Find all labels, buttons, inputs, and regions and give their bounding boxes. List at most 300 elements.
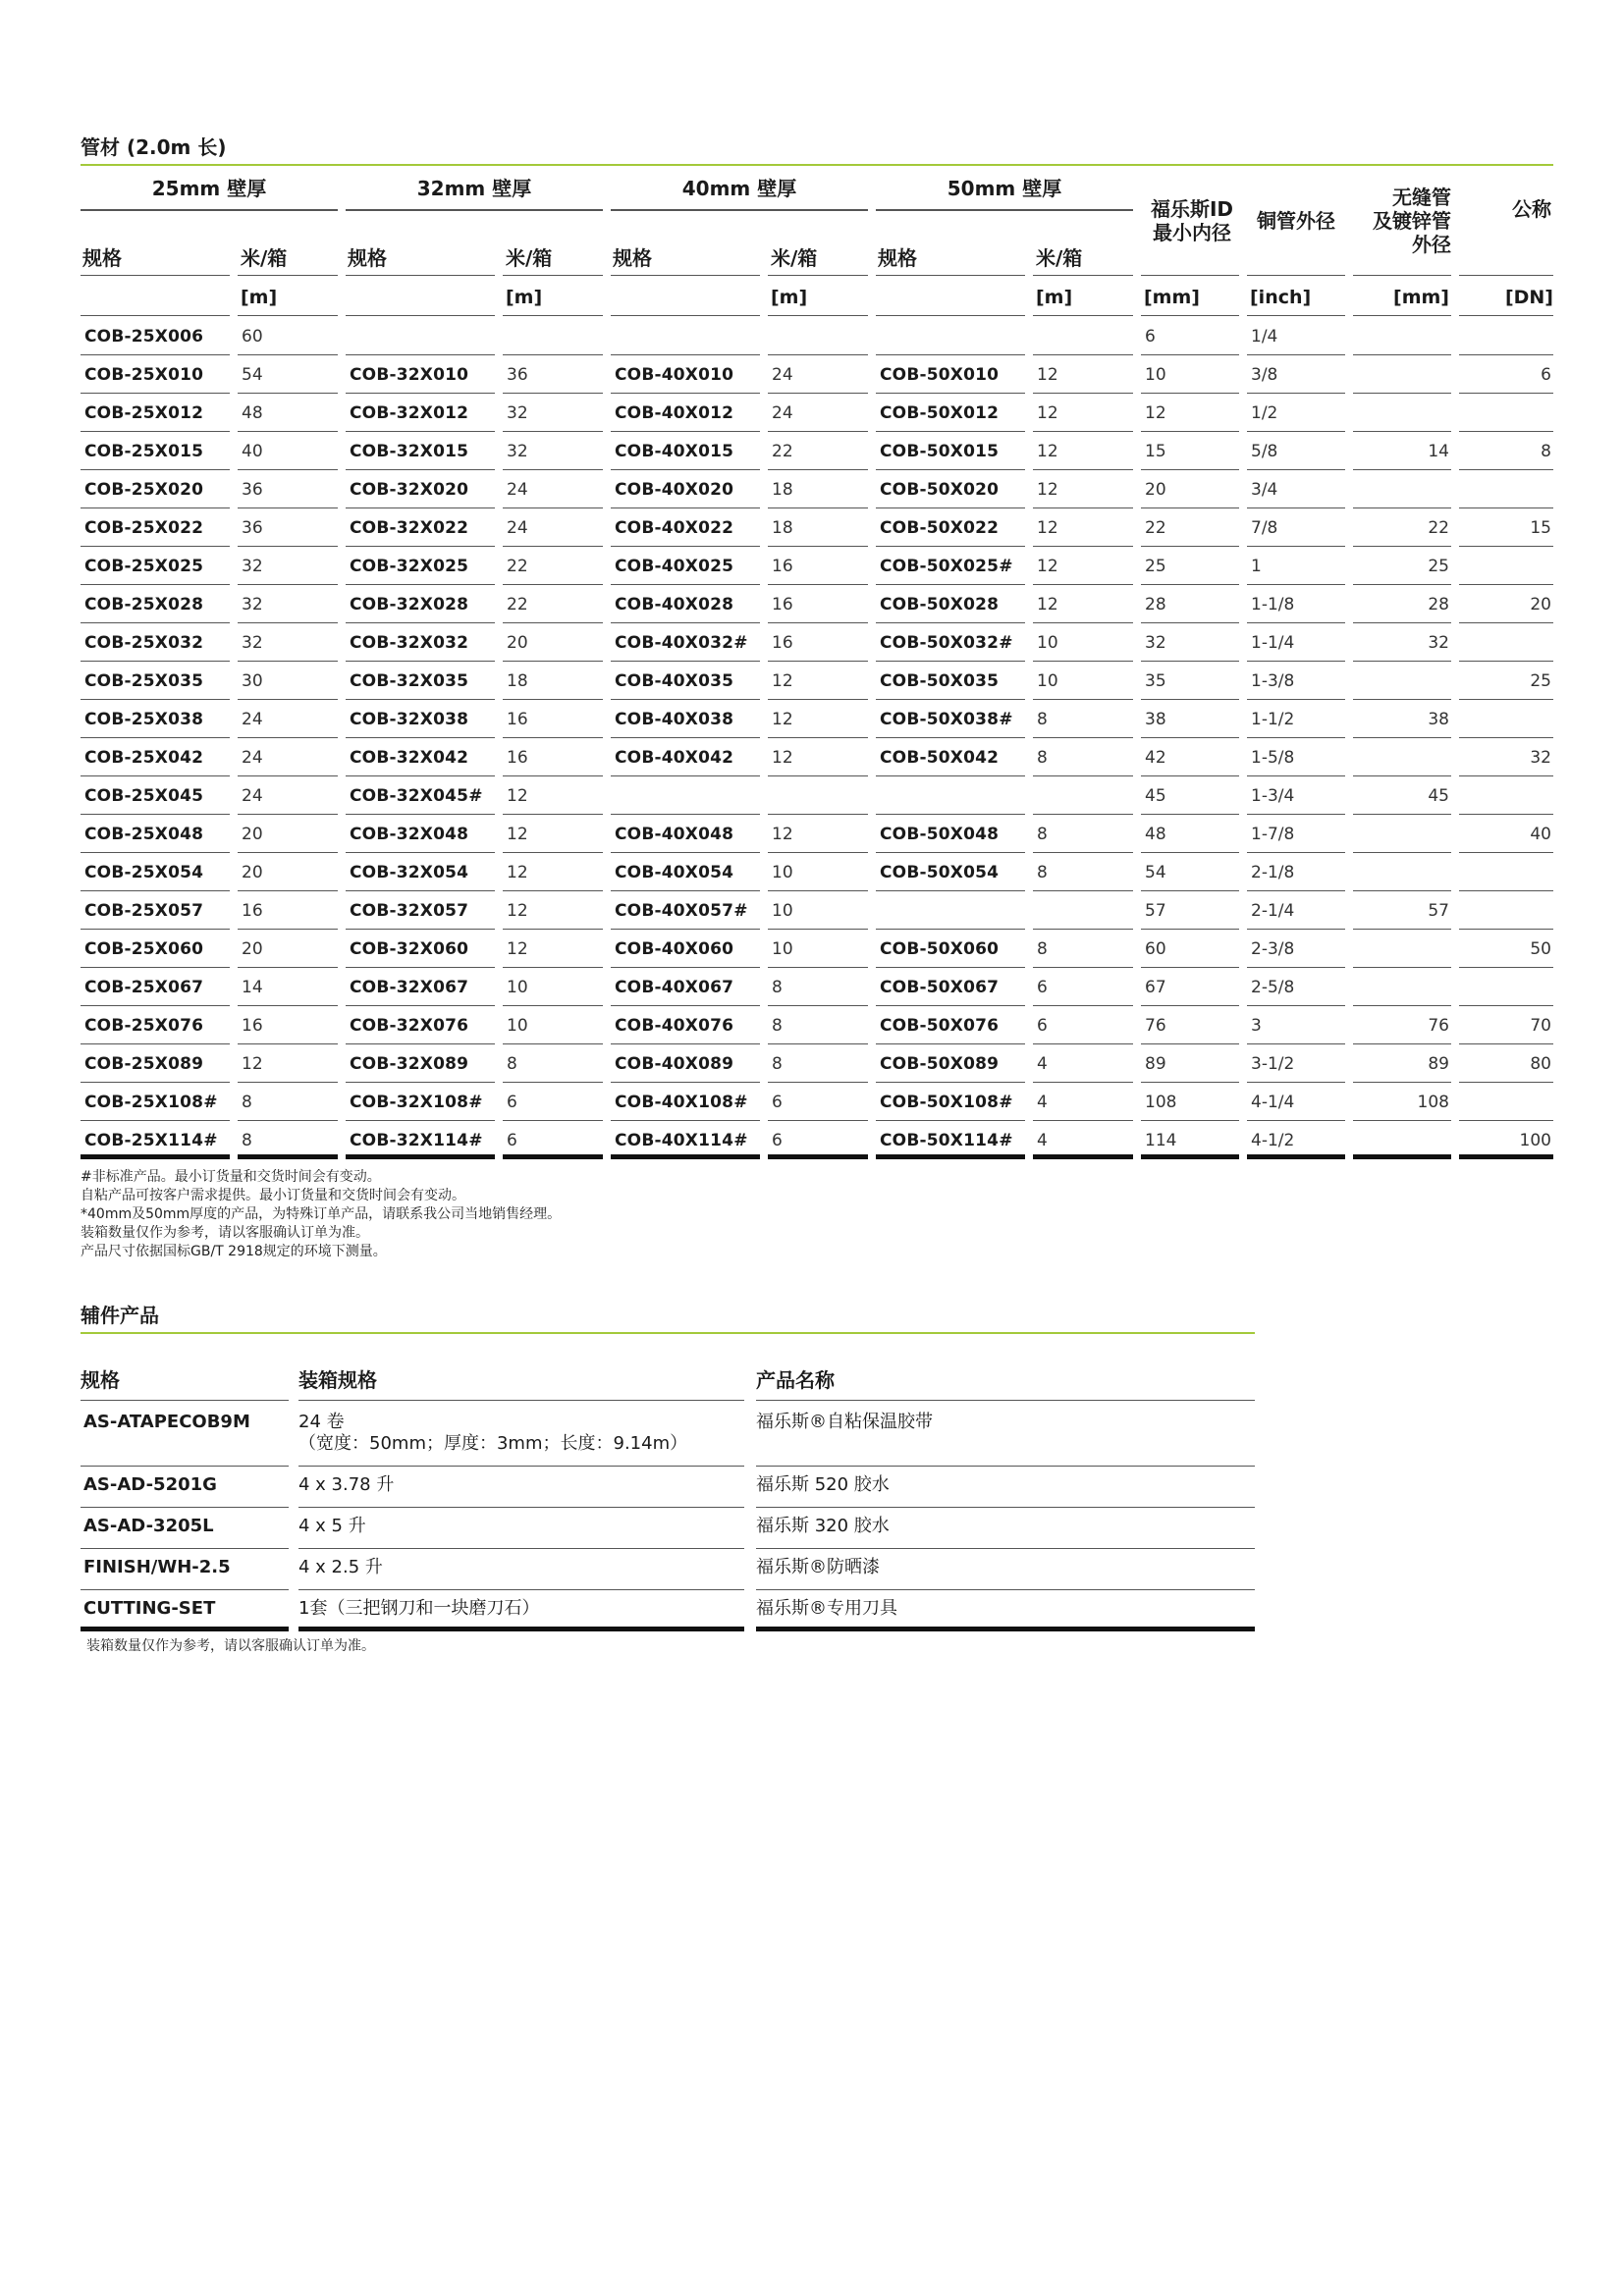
nominal-cell: 32 (1459, 739, 1553, 776)
copper-od-cell: 1/2 (1247, 395, 1345, 432)
accessories-note: 装箱数量仅作为参考，请以客服确认订单为准。 (86, 1638, 375, 1654)
spec-50-cell: COB-50X042 (876, 739, 1025, 776)
nominal-cell: 80 (1459, 1045, 1553, 1083)
min-id-cell: 67 (1141, 969, 1239, 1006)
seamless-od-cell: 57 (1353, 892, 1451, 930)
spec-25-cell: COB-25X032 (81, 624, 230, 662)
spec-40-cell: COB-40X012 (611, 395, 760, 432)
perbox-32-cell: 16 (503, 701, 603, 738)
perbox-50-cell: 10 (1033, 663, 1133, 700)
perbox-40-cell: 24 (768, 356, 868, 394)
spec-32-cell: COB-32X114# (346, 1122, 495, 1159)
spec-50-cell: COB-50X022 (876, 509, 1025, 547)
seamless-od-cell (1353, 816, 1451, 853)
perbox-25-cell: 40 (238, 433, 338, 470)
perbox-25-cell: 32 (238, 586, 338, 623)
spec-25-cell: COB-25X060 (81, 931, 230, 968)
spec-40-cell: COB-40X022 (611, 509, 760, 547)
min-id-cell: 45 (1141, 777, 1239, 815)
spec-50-cell: COB-50X114# (876, 1122, 1025, 1159)
seamless-od-cell: 25 (1353, 548, 1451, 585)
perbox-50-cell: 4 (1033, 1045, 1133, 1083)
perbox-40-cell (768, 777, 868, 815)
min-id-cell: 48 (1141, 816, 1239, 853)
unit-min-id: [mm] (1144, 287, 1200, 308)
spec-32-cell: COB-32X028 (346, 586, 495, 623)
perbox-25-cell: 32 (238, 624, 338, 662)
perbox-40-cell: 16 (768, 586, 868, 623)
pipe-section-title: 管材 (2.0m 长) (81, 135, 227, 159)
seamless-od-cell (1353, 318, 1451, 355)
nominal-cell: 20 (1459, 586, 1553, 623)
acc-name-cell (756, 1406, 1255, 1467)
spec-25-cell: COB-25X015 (81, 433, 230, 470)
acc-col-header-packing: 装箱规格 (298, 1364, 744, 1401)
spec-40-cell: COB-40X042 (611, 739, 760, 776)
perbox-50-cell: 8 (1033, 739, 1133, 776)
table-row (81, 1122, 1553, 1160)
unit-nominal: [DN] (1504, 287, 1553, 308)
min-id-cell: 114 (1141, 1122, 1239, 1159)
spec-32-cell: COB-32X076 (346, 1007, 495, 1044)
perbox-32-cell: 22 (503, 548, 603, 585)
table-row (81, 816, 1553, 854)
acc-name-cell-text: 福乐斯 520 胶水 (756, 1474, 890, 1495)
seamless-od-cell: 89 (1353, 1045, 1451, 1083)
spec-32-cell: COB-32X108# (346, 1084, 495, 1121)
col-header-spec-50: 规格 (878, 246, 917, 270)
unit-line (238, 315, 338, 316)
perbox-40-cell: 6 (768, 1122, 868, 1159)
perbox-25-cell: 20 (238, 816, 338, 853)
spec-32-cell: COB-32X032 (346, 624, 495, 662)
acc-name-cell-text: 福乐斯®防晒漆 (756, 1557, 880, 1577)
table-row (81, 471, 1553, 509)
header-line (1033, 275, 1133, 276)
col-header-copper-od: 铜管外径 (1257, 209, 1335, 233)
perbox-40-cell: 6 (768, 1084, 868, 1121)
note-line: *40mm及50mm厚度的产品，为特殊订单产品，请联系我公司当地销售经理。 (81, 1206, 562, 1222)
perbox-32-cell: 10 (503, 1007, 603, 1044)
spec-25-cell: COB-25X035 (81, 663, 230, 700)
perbox-50-cell: 6 (1033, 1007, 1133, 1044)
nominal-cell (1459, 395, 1553, 432)
copper-od-cell: 2-3/8 (1247, 931, 1345, 968)
min-id-cell: 108 (1141, 1084, 1239, 1121)
note-line: 自粘产品可按客户需求提供。最小订货量和交货时间会有变动。 (81, 1188, 465, 1203)
perbox-32-cell: 12 (503, 892, 603, 930)
seamless-od-cell: 28 (1353, 586, 1451, 623)
min-id-cell: 12 (1141, 395, 1239, 432)
acc-packing-cell (298, 1592, 744, 1631)
perbox-32-cell: 12 (503, 816, 603, 853)
copper-od-cell: 1-3/4 (1247, 777, 1345, 815)
spec-25-cell: COB-25X038 (81, 701, 230, 738)
spec-25-cell: COB-25X012 (81, 395, 230, 432)
min-id-cell: 54 (1141, 854, 1239, 891)
perbox-40-cell: 12 (768, 816, 868, 853)
spec-40-cell: COB-40X054 (611, 854, 760, 891)
acc-name-cell-text: 福乐斯®自粘保温胶带 (756, 1412, 933, 1432)
table-row (81, 509, 1553, 548)
spec-25-cell: COB-25X020 (81, 471, 230, 508)
spec-32-cell: COB-32X042 (346, 739, 495, 776)
spec-50-cell: COB-50X067 (876, 969, 1025, 1006)
perbox-25-cell: 16 (238, 892, 338, 930)
acc-spec-cell-text: CUTTING-SET (83, 1598, 216, 1619)
seamless-od-cell: 32 (1353, 624, 1451, 662)
copper-od-cell: 1-1/4 (1247, 624, 1345, 662)
spec-40-cell (611, 318, 760, 355)
col-header-nominal: 公称 (1512, 197, 1551, 221)
perbox-40-cell: 18 (768, 509, 868, 547)
perbox-32-cell: 12 (503, 931, 603, 968)
col-header-seamless-od: 无缝管 及镀锌管 外径 (1373, 186, 1451, 256)
spec-40-cell: COB-40X108# (611, 1084, 760, 1121)
spec-50-cell: COB-50X048 (876, 816, 1025, 853)
spec-50-cell (876, 318, 1025, 355)
spec-32-cell: COB-32X035 (346, 663, 495, 700)
perbox-25-cell: 8 (238, 1122, 338, 1159)
unit-line (503, 315, 603, 316)
table-row (81, 624, 1553, 663)
spec-50-cell: COB-50X060 (876, 931, 1025, 968)
perbox-50-cell: 10 (1033, 624, 1133, 662)
perbox-50-cell: 12 (1033, 356, 1133, 394)
table-row (81, 701, 1553, 739)
perbox-40-cell: 18 (768, 471, 868, 508)
header-line (1353, 275, 1451, 276)
seamless-od-cell (1353, 663, 1451, 700)
spec-25-cell: COB-25X108# (81, 1084, 230, 1121)
unit-perbox-25: [m] (241, 287, 278, 308)
table-row (81, 663, 1553, 701)
perbox-50-cell: 12 (1033, 548, 1133, 585)
spec-50-cell: COB-50X025# (876, 548, 1025, 585)
spec-50-cell: COB-50X038# (876, 701, 1025, 738)
col-header-perbox-25: 米/箱 (241, 246, 288, 270)
spec-40-cell (611, 777, 760, 815)
spec-50-cell: COB-50X089 (876, 1045, 1025, 1083)
col-header-spec-32: 规格 (348, 246, 387, 270)
nominal-cell: 40 (1459, 816, 1553, 853)
perbox-25-cell: 20 (238, 931, 338, 968)
unit-perbox-32: [m] (506, 287, 543, 308)
spec-25-cell: COB-25X048 (81, 816, 230, 853)
perbox-25-cell: 14 (238, 969, 338, 1006)
seamless-od-cell: 45 (1353, 777, 1451, 815)
perbox-50-cell: 4 (1033, 1122, 1133, 1159)
acc-name-cell (756, 1510, 1255, 1549)
note-line: #非标准产品。最小订货量和交货时间会有变动。 (81, 1169, 381, 1185)
unit-line (1459, 315, 1553, 316)
acc-packing-cell (298, 1551, 744, 1590)
min-id-cell: 35 (1141, 663, 1239, 700)
spec-40-cell: COB-40X035 (611, 663, 760, 700)
acc-packing-cell-text: 4 x 5 升 (298, 1516, 366, 1536)
copper-od-cell: 3/4 (1247, 471, 1345, 508)
spec-32-cell: COB-32X045# (346, 777, 495, 815)
unit-line (1033, 315, 1133, 316)
col-header-spec-40: 规格 (613, 246, 652, 270)
perbox-50-cell: 12 (1033, 509, 1133, 547)
acc-packing-cell-text: 24 卷 (298, 1412, 345, 1432)
unit-seamless: [mm] (1393, 287, 1449, 308)
copper-od-cell: 3/8 (1247, 356, 1345, 394)
perbox-40-cell: 10 (768, 854, 868, 891)
acc-packing-cell-text: 4 x 3.78 升 (298, 1474, 395, 1495)
nominal-cell: 8 (1459, 433, 1553, 470)
nominal-cell (1459, 777, 1553, 815)
spec-32-cell: COB-32X048 (346, 816, 495, 853)
copper-od-cell: 2-5/8 (1247, 969, 1345, 1006)
min-id-cell: 76 (1141, 1007, 1239, 1044)
spec-32-cell: COB-32X020 (346, 471, 495, 508)
perbox-50-cell: 12 (1033, 471, 1133, 508)
acc-packing-cell (298, 1510, 744, 1549)
perbox-32-cell: 36 (503, 356, 603, 394)
nominal-cell: 100 (1459, 1122, 1553, 1159)
table-row (81, 433, 1553, 471)
nominal-cell (1459, 854, 1553, 891)
group-header-40mm: 40mm 壁厚 (611, 172, 868, 211)
perbox-32-cell: 12 (503, 777, 603, 815)
acc-packing-cell (298, 1406, 744, 1467)
perbox-50-cell (1033, 892, 1133, 930)
perbox-50-cell: 12 (1033, 586, 1133, 623)
spec-32-cell: COB-32X012 (346, 395, 495, 432)
copper-od-cell: 3 (1247, 1007, 1345, 1044)
perbox-32-cell: 16 (503, 739, 603, 776)
nominal-cell (1459, 892, 1553, 930)
acc-packing-cell-text: 1套（三把钢刀和一块磨刀石） (298, 1598, 540, 1619)
copper-od-cell: 1 (1247, 548, 1345, 585)
copper-od-cell: 1-5/8 (1247, 739, 1345, 776)
unit-line (1141, 315, 1239, 316)
col-header-min-id: 福乐斯ID 最小内径 (1150, 197, 1234, 244)
table-row (81, 1007, 1553, 1045)
table-row (81, 586, 1553, 624)
header-line (238, 275, 338, 276)
spec-50-cell: COB-50X032# (876, 624, 1025, 662)
acc-name-cell-text: 福乐斯®专用刀具 (756, 1598, 897, 1619)
perbox-40-cell: 12 (768, 701, 868, 738)
perbox-32-cell: 10 (503, 969, 603, 1006)
spec-25-cell: COB-25X067 (81, 969, 230, 1006)
spec-50-cell: COB-50X035 (876, 663, 1025, 700)
spec-25-cell: COB-25X025 (81, 548, 230, 585)
unit-line (768, 315, 868, 316)
perbox-25-cell: 12 (238, 1045, 338, 1083)
perbox-40-cell: 10 (768, 931, 868, 968)
spec-32-cell: COB-32X022 (346, 509, 495, 547)
spec-25-cell: COB-25X076 (81, 1007, 230, 1044)
spec-32-cell: COB-32X067 (346, 969, 495, 1006)
acc-packing-cell-text: 4 x 2.5 升 (298, 1557, 383, 1577)
spec-40-cell: COB-40X114# (611, 1122, 760, 1159)
seamless-od-cell (1353, 471, 1451, 508)
copper-od-cell: 2-1/8 (1247, 854, 1345, 891)
min-id-cell: 89 (1141, 1045, 1239, 1083)
min-id-cell: 10 (1141, 356, 1239, 394)
table-row (81, 1045, 1553, 1084)
nominal-cell: 70 (1459, 1007, 1553, 1044)
group-header-25mm: 25mm 壁厚 (81, 172, 338, 211)
perbox-32-cell: 6 (503, 1084, 603, 1121)
note-line: 装箱数量仅作为参考，请以客服确认订单为准。 (81, 1225, 369, 1241)
nominal-cell: 15 (1459, 509, 1553, 547)
spec-25-cell: COB-25X054 (81, 854, 230, 891)
perbox-32-cell: 18 (503, 663, 603, 700)
perbox-32-cell (503, 318, 603, 355)
nominal-cell (1459, 701, 1553, 738)
acc-name-cell (756, 1592, 1255, 1631)
copper-od-cell: 1-1/8 (1247, 586, 1345, 623)
spec-50-cell (876, 777, 1025, 815)
acc-spec-cell (81, 1592, 289, 1631)
table-row (81, 318, 1553, 356)
copper-od-cell: 7/8 (1247, 509, 1345, 547)
unit-line (1247, 315, 1345, 316)
min-id-cell: 6 (1141, 318, 1239, 355)
spec-32-cell: COB-32X025 (346, 548, 495, 585)
acc-spec-cell (81, 1406, 289, 1467)
nominal-cell (1459, 548, 1553, 585)
spec-25-cell: COB-25X022 (81, 509, 230, 547)
perbox-25-cell: 36 (238, 509, 338, 547)
col-header-perbox-32: 米/箱 (506, 246, 553, 270)
perbox-40-cell: 16 (768, 548, 868, 585)
table-row (81, 1084, 1553, 1122)
perbox-40-cell: 24 (768, 395, 868, 432)
table-row (81, 395, 1553, 433)
min-id-cell: 60 (1141, 931, 1239, 968)
copper-od-cell: 5/8 (1247, 433, 1345, 470)
spec-50-cell: COB-50X054 (876, 854, 1025, 891)
perbox-40-cell: 8 (768, 969, 868, 1006)
perbox-32-cell: 20 (503, 624, 603, 662)
nominal-cell (1459, 318, 1553, 355)
spec-50-cell: COB-50X020 (876, 471, 1025, 508)
table-row (81, 548, 1553, 586)
note-line: 产品尺寸依据国标GB/T 2918规定的环境下测量。 (81, 1244, 387, 1259)
spec-40-cell: COB-40X025 (611, 548, 760, 585)
spec-32-cell: COB-32X054 (346, 854, 495, 891)
unit-perbox-40: [m] (771, 287, 808, 308)
header-line (81, 275, 230, 276)
spec-50-cell: COB-50X076 (876, 1007, 1025, 1044)
pipe-notes (81, 1168, 561, 1261)
spec-40-cell: COB-40X057# (611, 892, 760, 930)
spec-40-cell: COB-40X067 (611, 969, 760, 1006)
spec-25-cell: COB-25X089 (81, 1045, 230, 1083)
perbox-25-cell: 54 (238, 356, 338, 394)
table-row (81, 356, 1553, 395)
header-line (346, 275, 495, 276)
seamless-od-cell: 22 (1353, 509, 1451, 547)
acc-col-header-spec: 规格 (81, 1364, 289, 1401)
perbox-32-cell: 8 (503, 1045, 603, 1083)
spec-32-cell: COB-32X010 (346, 356, 495, 394)
min-id-cell: 28 (1141, 586, 1239, 623)
perbox-25-cell: 36 (238, 471, 338, 508)
section-rule (81, 164, 1553, 166)
copper-od-cell: 1-1/2 (1247, 701, 1345, 738)
table-row (81, 892, 1553, 931)
nominal-cell (1459, 624, 1553, 662)
spec-40-cell: COB-40X010 (611, 356, 760, 394)
unit-copper-od: [inch] (1250, 287, 1312, 308)
nominal-cell (1459, 969, 1553, 1006)
min-id-cell: 15 (1141, 433, 1239, 470)
perbox-50-cell: 8 (1033, 701, 1133, 738)
header-line (1141, 275, 1239, 276)
perbox-50-cell: 8 (1033, 816, 1133, 853)
spec-25-cell: COB-25X006 (81, 318, 230, 355)
spec-40-cell: COB-40X032# (611, 624, 760, 662)
min-id-cell: 57 (1141, 892, 1239, 930)
perbox-25-cell: 30 (238, 663, 338, 700)
copper-od-cell: 2-1/4 (1247, 892, 1345, 930)
spec-50-cell: COB-50X028 (876, 586, 1025, 623)
perbox-50-cell: 8 (1033, 854, 1133, 891)
unit-line (876, 315, 1025, 316)
spec-50-cell (876, 892, 1025, 930)
min-id-cell: 32 (1141, 624, 1239, 662)
min-id-cell: 20 (1141, 471, 1239, 508)
perbox-32-cell: 32 (503, 433, 603, 470)
perbox-40-cell: 8 (768, 1045, 868, 1083)
header-line (876, 275, 1025, 276)
acc-spec-cell (81, 1551, 289, 1590)
min-id-cell: 38 (1141, 701, 1239, 738)
min-id-cell: 42 (1141, 739, 1239, 776)
spec-50-cell: COB-50X012 (876, 395, 1025, 432)
spec-25-cell: COB-25X045 (81, 777, 230, 815)
unit-line (346, 315, 495, 316)
acc-spec-cell-text: AS-ATAPECOB9M (83, 1412, 250, 1432)
perbox-40-cell: 16 (768, 624, 868, 662)
spec-25-cell: COB-25X028 (81, 586, 230, 623)
perbox-25-cell: 48 (238, 395, 338, 432)
group-header-50mm: 50mm 壁厚 (876, 172, 1133, 211)
perbox-25-cell: 16 (238, 1007, 338, 1044)
perbox-25-cell: 24 (238, 777, 338, 815)
perbox-50-cell: 12 (1033, 395, 1133, 432)
acc-packing-cell-detail: （宽度：50mm；厚度：3mm；长度：9.14m） (298, 1433, 688, 1454)
acc-name-cell (756, 1551, 1255, 1590)
group-header-32mm: 32mm 壁厚 (346, 172, 603, 211)
header-line (611, 275, 760, 276)
acc-spec-cell-text: FINISH/WH-2.5 (83, 1557, 231, 1577)
nominal-cell (1459, 1084, 1553, 1121)
copper-od-cell: 4-1/4 (1247, 1084, 1345, 1121)
seamless-od-cell: 108 (1353, 1084, 1451, 1121)
acc-spec-cell-text: AS-AD-3205L (83, 1516, 214, 1536)
perbox-32-cell: 12 (503, 854, 603, 891)
perbox-40-cell: 22 (768, 433, 868, 470)
spec-25-cell: COB-25X010 (81, 356, 230, 394)
perbox-40-cell: 12 (768, 739, 868, 776)
copper-od-cell: 1-7/8 (1247, 816, 1345, 853)
spec-40-cell: COB-40X089 (611, 1045, 760, 1083)
perbox-25-cell: 20 (238, 854, 338, 891)
acc-name-cell (756, 1468, 1255, 1508)
spec-32-cell: COB-32X089 (346, 1045, 495, 1083)
perbox-40-cell (768, 318, 868, 355)
seamless-od-cell: 14 (1353, 433, 1451, 470)
spec-40-cell: COB-40X015 (611, 433, 760, 470)
